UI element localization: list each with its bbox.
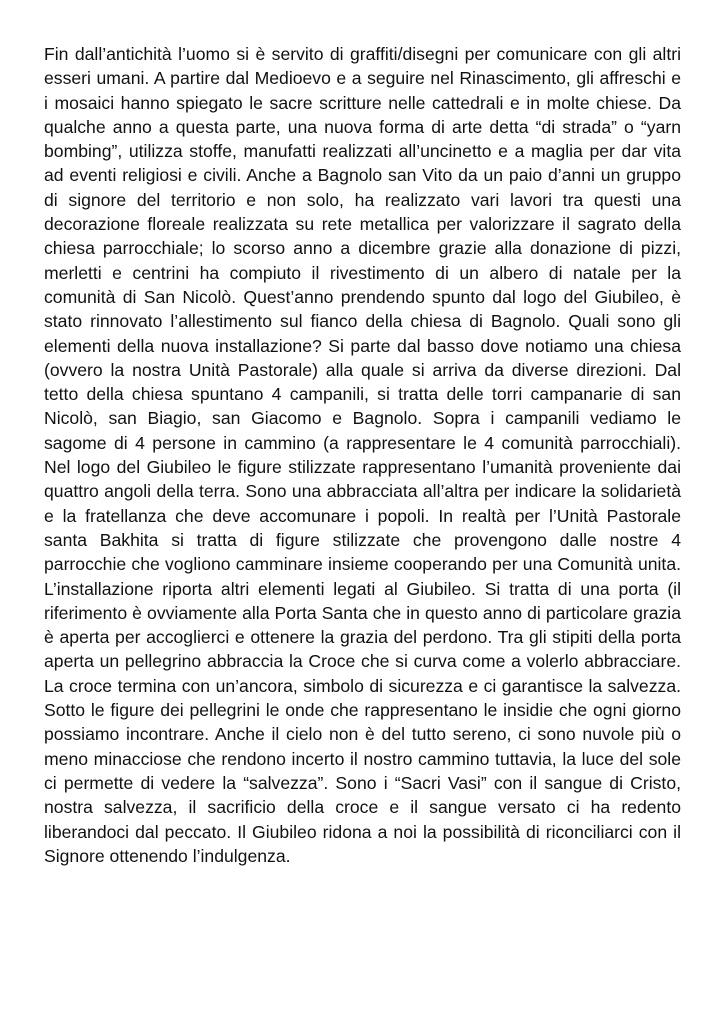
- body-paragraph: Fin dall’antichità l’uomo si è servito di graffiti/disegni per comunicare con gli altri esseri umani. A partire dal Medioevo e a seguire nel Rinascimento, gli affreschi e i mosaici hanno spiegato le sacre scritture nelle cattedrali e in molte chiese. Da qualche anno a questa parte, una nuova forma di arte detta “di strada” o “yarn bombing”, utilizza stoffe, manufatti realizzati all’uncinetto e a maglia per dar vita ad eventi religiosi e civili. Anche a Bagnolo san Vito da un paio d’anni un gruppo di signore del territorio e non solo, ha realizzato vari lavori tra questi una decorazione floreale realizzata su rete metallica per valorizzare il sagrato della chiesa parrocchiale; lo scorso anno a dicembre grazie alla donazione di pizzi, merletti e centrini ha compiuto il rivestimento di un albero di natale per la comunità di San Nicolò. Quest’anno prendendo spunto dal logo del Giubileo, è stato rinnovato l’allestimento sul fianco della chiesa di Bagnolo. Quali sono gli elementi della nuova installazione? Si parte dal basso dove notiamo una chiesa (ovvero la nostra Unità Pastorale) alla quale si arriva da diverse direzioni. Dal tetto della chiesa spuntano 4 campanili, si tratta delle torri campanarie di san Nicolò, san Biagio, san Giacomo e Bagnolo. Sopra i campanili vediamo le sagome di 4 persone in cammino (a rappresentare le 4 comunità parrocchiali). Nel logo del Giubileo le figure stilizzate rappresentano l’umanità proveniente dai quattro angoli della terra. Sono una abbracciata all’altra per indicare la solidarietà e la fratellanza che deve accomunare i popoli. In realtà per l’Unità Pastorale santa Bakhita si tratta di figure stilizzate che provengono dalle nostre 4 parrocchie che vogliono camminare insieme cooperando per una Comunità unita. L’installazione riporta altri elementi legati al Giubileo. Si tratta di una porta (il riferimento è ovviamente alla Porta Santa che in questo anno di particolare grazia è aperta per accoglierci e ottenere la grazia del perdono. Tra gli stipiti della porta aperta un pellegrino abbraccia la Croce che si curva come a volerlo abbracciare. La croce termina con un’ancora, simbolo di sicurezza e ci garantisce la salvezza. Sotto le figure dei pellegrini le onde che rappresentano le insidie che ogni giorno possiamo incontrare. Anche il cielo non è del tutto sereno, ci sono nuvole più o meno minacciose che rendono incerto il nostro cammino tuttavia, la luce del sole ci permette di vedere la “salvezza”. Sono i “Sacri Vasi” con il sangue di Cristo, nostra salvezza, il sacrificio della croce e il sangue versato ci ha redento liberandoci dal peccato. Il Giubileo ridona a noi la possibilità di riconciliarci con il Signore ottenendo l’indulgenza.: [44, 44, 681, 866]
- document-page: [44, 42, 681, 868]
